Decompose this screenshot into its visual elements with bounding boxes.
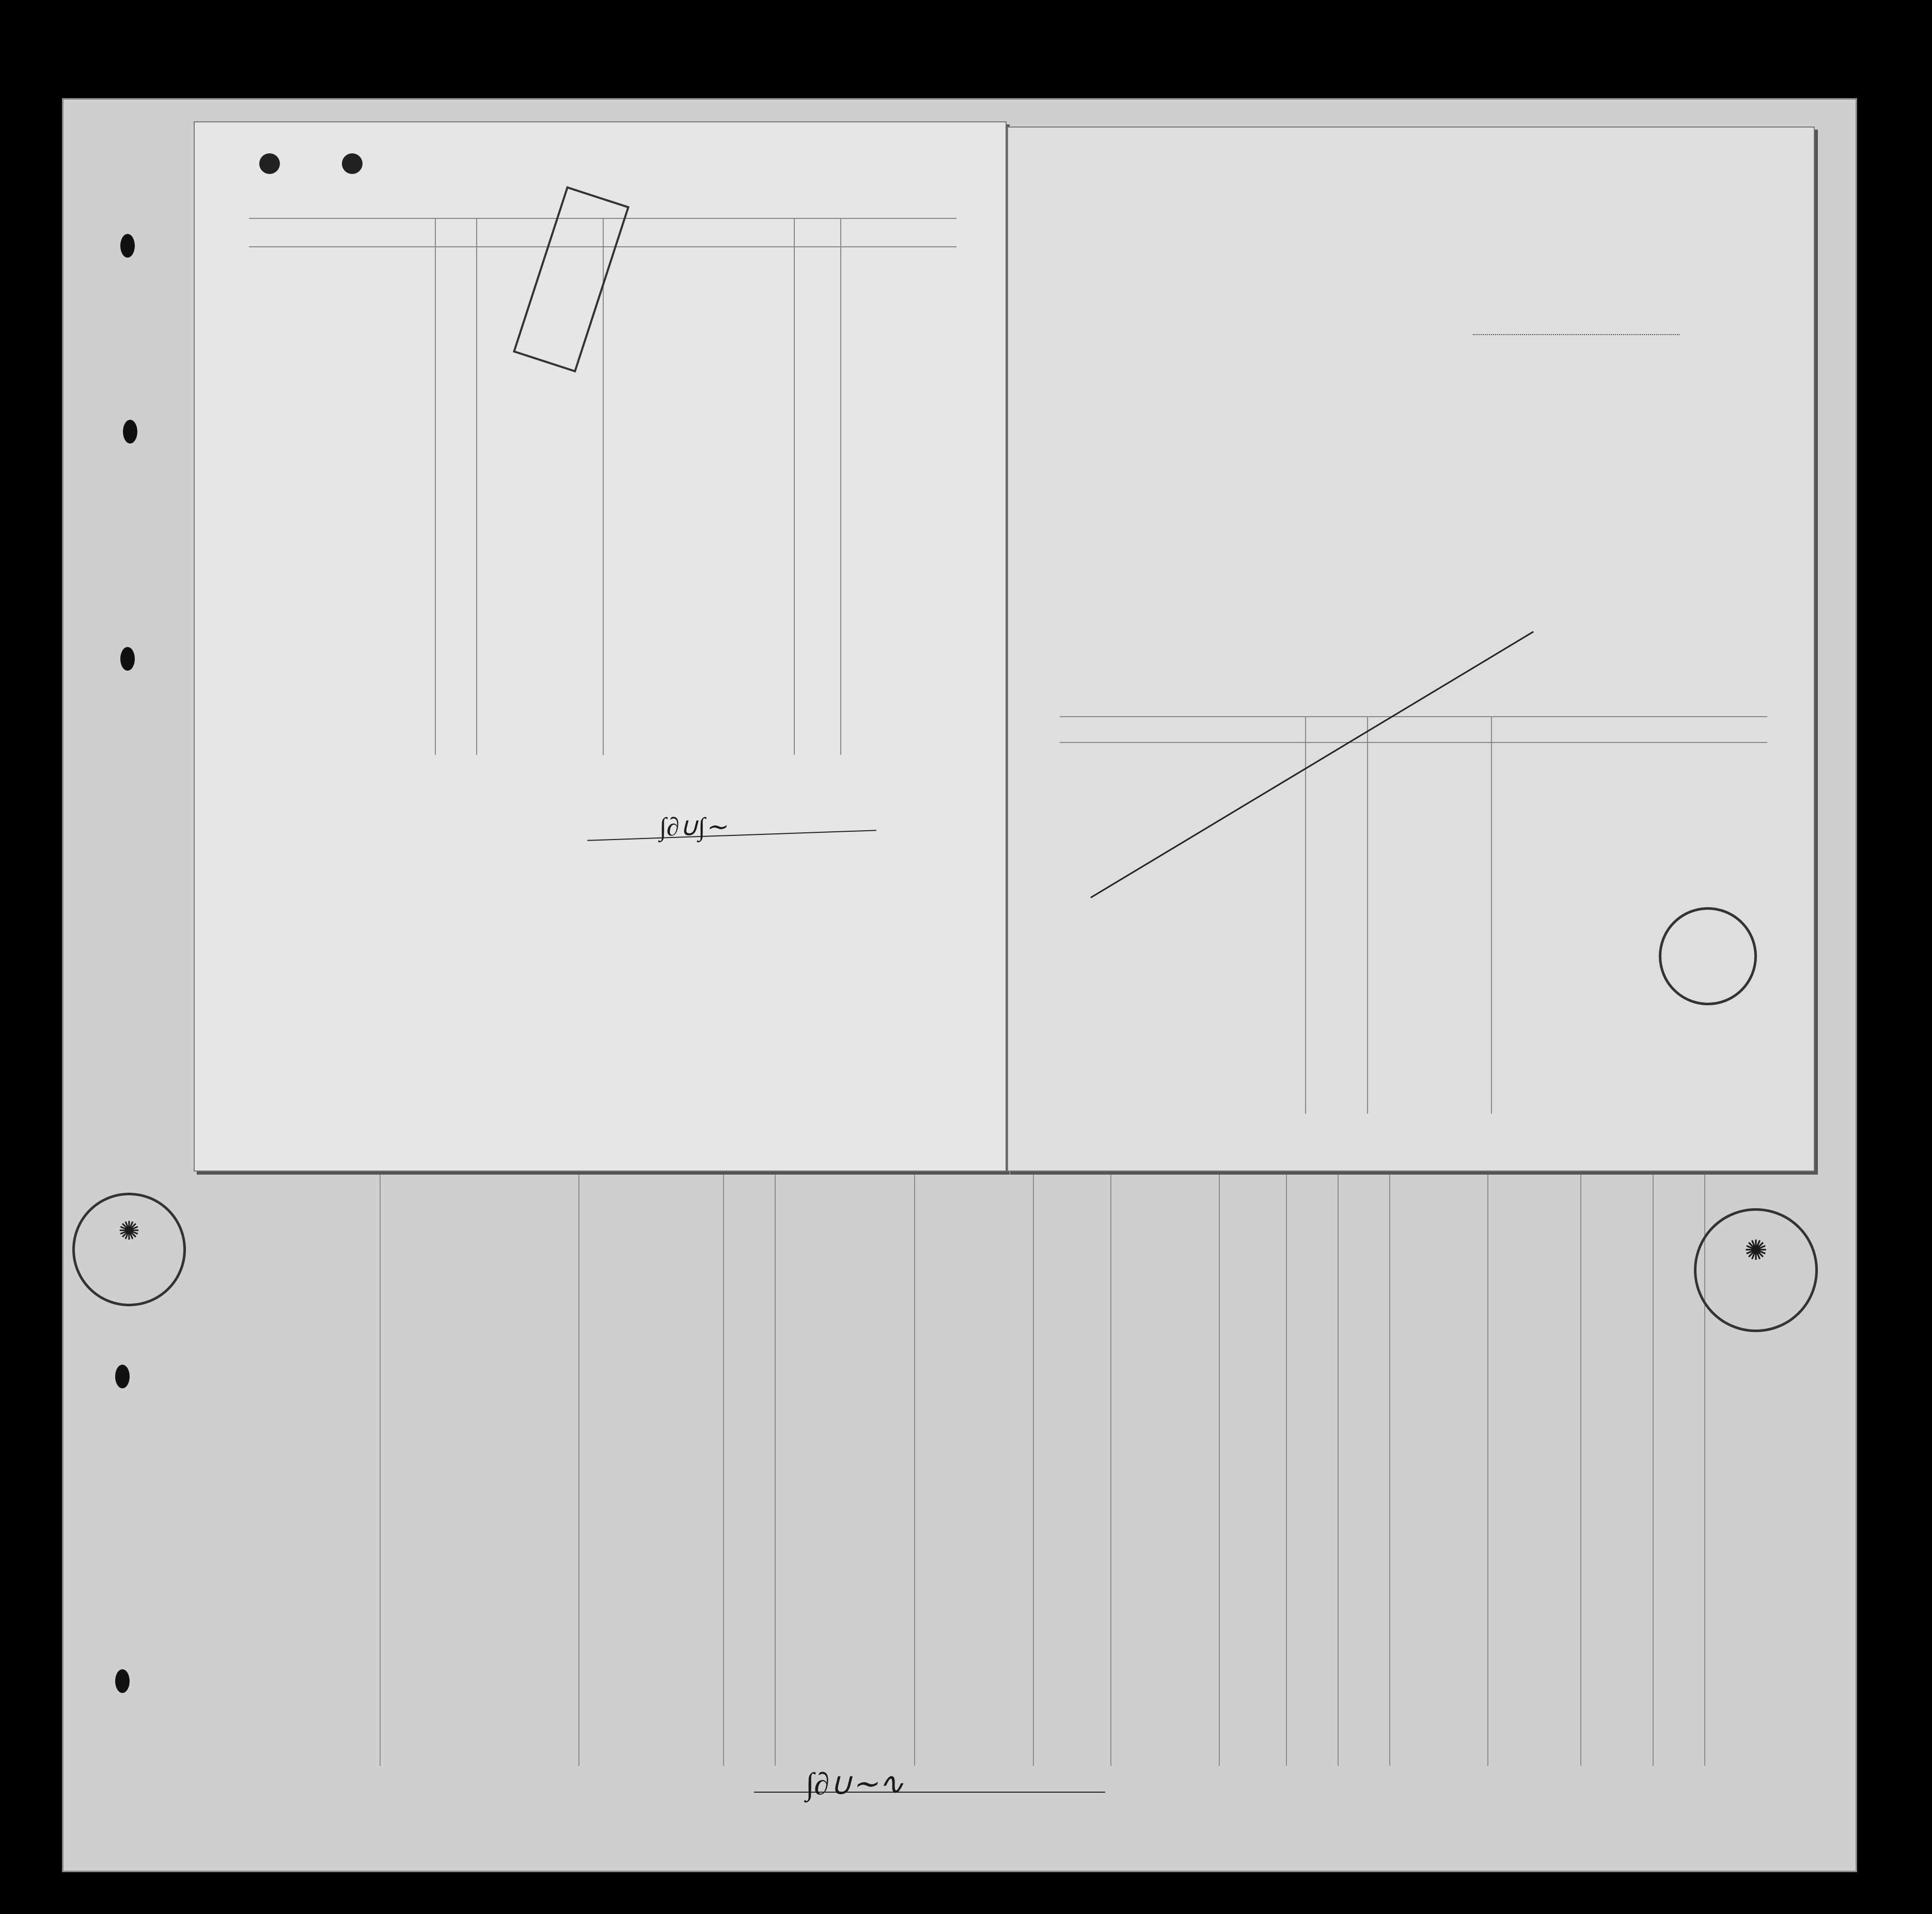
- eagle-icon: ✺: [118, 1216, 140, 1245]
- column-divider: [840, 218, 841, 755]
- punch-hole: [120, 647, 135, 671]
- stamp-date: [515, 189, 568, 351]
- consulate-seal-right: [1694, 1208, 1818, 1332]
- column-divider: [1305, 716, 1306, 1114]
- punch-hole: [259, 153, 280, 174]
- column-divider: [603, 218, 604, 755]
- stamp-text: [515, 189, 568, 351]
- column-divider: [1653, 1146, 1654, 1766]
- column-divider: [794, 218, 795, 755]
- column-divider: [914, 1146, 915, 1766]
- punch-hole: [123, 420, 137, 444]
- table-rule: [1060, 716, 1767, 717]
- consulate-seal-left: [72, 1193, 186, 1306]
- master-statement-form: [1007, 126, 1815, 1172]
- signature-scrawl-icon: ∫∂∪∫∼: [659, 812, 727, 841]
- record-division-stamp: [513, 186, 630, 372]
- punch-hole: [342, 153, 363, 174]
- column-divider: [1367, 716, 1368, 1114]
- master-signature: [587, 830, 876, 841]
- column-divider: [775, 1146, 776, 1766]
- seamen-signed-on-form: [194, 121, 1007, 1172]
- eagle-icon: ✺: [1744, 1235, 1768, 1266]
- column-divider: [1219, 1146, 1220, 1766]
- column-divider: [578, 1146, 579, 1766]
- column-divider: [435, 218, 436, 755]
- punch-hole: [115, 1365, 130, 1388]
- table-rule: [1060, 742, 1767, 743]
- column-divider: [476, 218, 477, 755]
- column-divider: [1338, 1146, 1339, 1766]
- column-divider: [723, 1146, 724, 1766]
- dotted-line: [1473, 334, 1679, 335]
- punch-hole: [120, 234, 135, 258]
- column-divider: [1389, 1146, 1390, 1766]
- received-stamp: [1659, 907, 1757, 1005]
- inspector-scrawl-icon: ∫∂∪∼∿: [806, 1767, 904, 1801]
- column-divider: [1491, 716, 1492, 1114]
- punch-hole: [115, 1669, 130, 1693]
- column-divider: [1286, 1146, 1287, 1766]
- column-divider: [1033, 1146, 1034, 1766]
- strike-through-line: [1090, 631, 1534, 898]
- column-divider: [1110, 1146, 1111, 1766]
- column-divider: [1580, 1146, 1581, 1766]
- column-divider: [1487, 1146, 1488, 1766]
- column-divider: [380, 1146, 381, 1766]
